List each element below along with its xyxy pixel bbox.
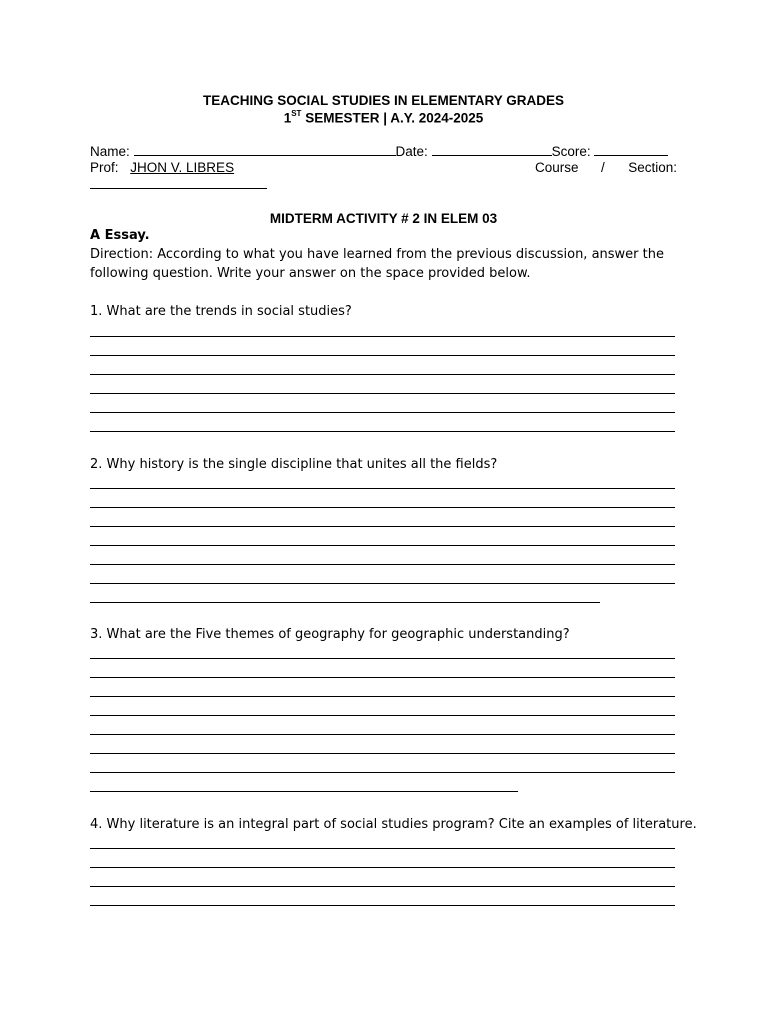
answer-line[interactable] xyxy=(90,374,675,375)
answer-line[interactable] xyxy=(90,886,675,887)
course-label: Course xyxy=(535,160,579,175)
answer-line[interactable] xyxy=(90,734,675,735)
answer-line[interactable] xyxy=(90,488,675,489)
name-field[interactable] xyxy=(134,143,396,156)
name-label: Name: xyxy=(90,144,130,159)
answer-line[interactable] xyxy=(90,848,675,849)
activity-title: MIDTERM ACTIVITY # 2 IN ELEM 03 xyxy=(269,211,498,226)
semester-year: SEMESTER | A.Y. 2024-2025 xyxy=(301,110,484,126)
question-4: 4. Why literature is an integral part of social studies program? Cite an examples of literature. xyxy=(90,817,697,832)
answer-line[interactable] xyxy=(90,602,600,603)
answer-line[interactable] xyxy=(90,658,675,659)
answer-line[interactable] xyxy=(90,507,675,508)
answer-line[interactable] xyxy=(90,431,675,432)
score-field[interactable] xyxy=(594,143,668,156)
answer-line[interactable] xyxy=(90,696,675,697)
answer-line[interactable] xyxy=(90,355,675,356)
question-2: 2. Why history is the single discipline that unites all the fields? xyxy=(90,457,498,472)
prof-row xyxy=(90,160,677,175)
answer-line[interactable] xyxy=(90,564,675,565)
semester-line xyxy=(90,110,677,126)
date-label: Date: xyxy=(395,144,428,159)
semester-ordinal: ST xyxy=(291,109,302,118)
answer-line[interactable] xyxy=(90,393,675,394)
date-field[interactable] xyxy=(432,143,552,156)
answer-line[interactable] xyxy=(90,753,675,754)
answer-line[interactable] xyxy=(90,677,675,678)
question-3: 3. What are the Five themes of geography for geographic understanding? xyxy=(90,627,570,642)
score-label: Score: xyxy=(551,144,591,159)
course-title: TEACHING SOCIAL STUDIES IN ELEMENTARY GRADES xyxy=(202,93,565,108)
answer-line[interactable] xyxy=(90,867,675,868)
direction-text: Direction: According to what you have learned from the previous discussion, answer the following question. Write your answer on the space provided below. xyxy=(90,247,664,281)
course-section-field[interactable] xyxy=(90,188,267,189)
name-date-score-row xyxy=(90,143,677,159)
prof-label: Prof: xyxy=(90,160,119,175)
answer-line[interactable] xyxy=(90,905,675,906)
answer-line[interactable] xyxy=(90,412,675,413)
answer-line[interactable] xyxy=(90,715,675,716)
answer-line[interactable] xyxy=(90,336,675,337)
answer-line[interactable] xyxy=(90,526,675,527)
question-1: 1. What are the trends in social studies? xyxy=(90,304,352,319)
semester-number: 1 xyxy=(283,110,292,126)
answer-line[interactable] xyxy=(90,545,675,546)
essay-part-heading: A Essay. xyxy=(90,228,150,243)
section-label: Section: xyxy=(628,160,677,175)
answer-line[interactable] xyxy=(90,772,675,773)
course-section-slash: / xyxy=(601,160,605,175)
answer-line[interactable] xyxy=(90,583,675,584)
answer-line[interactable] xyxy=(90,791,518,792)
prof-value: JHON V. LIBRES xyxy=(130,160,235,175)
